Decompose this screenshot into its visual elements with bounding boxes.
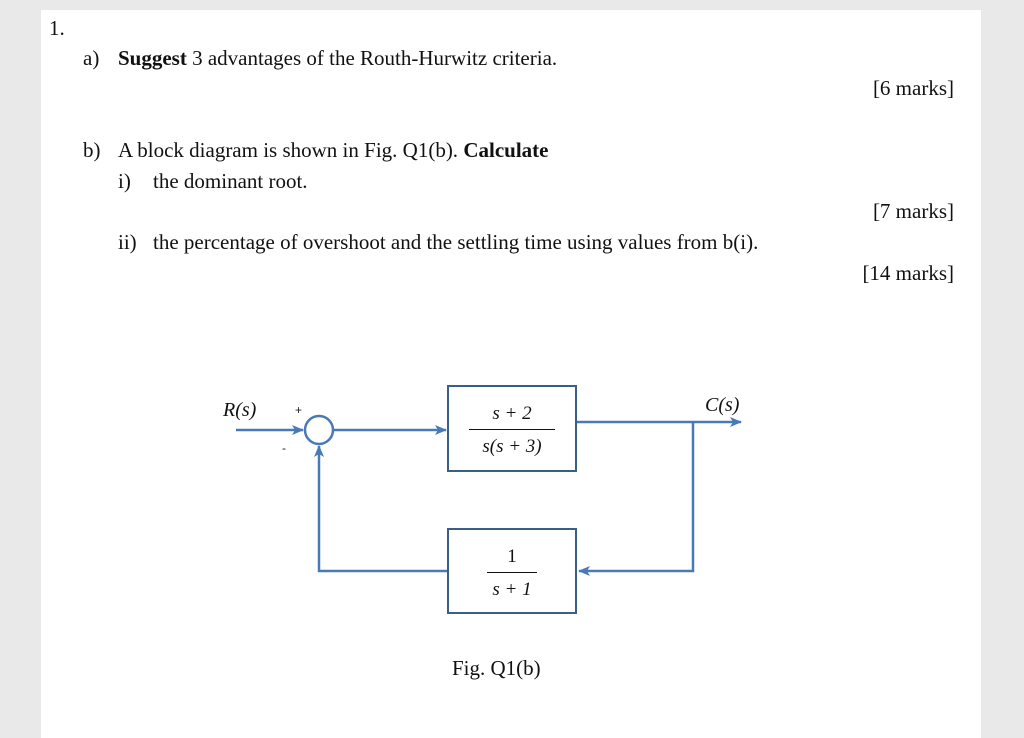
sub-i-text: the dominant root. xyxy=(153,169,308,193)
forward-fraction-bar xyxy=(469,429,555,430)
forward-numerator: s + 2 xyxy=(492,403,532,424)
part-a-verb: Suggest xyxy=(118,46,187,70)
document-page xyxy=(41,10,981,738)
question-number: 1. xyxy=(49,16,65,40)
part-b-verb: Calculate xyxy=(463,138,549,162)
feedback-return-line xyxy=(319,446,448,571)
plus-sign: + xyxy=(295,403,303,417)
input-label: R(s) xyxy=(223,399,257,421)
part-a-text: 3 advantages of the Routh-Hurwitz criteria. xyxy=(186,46,558,70)
minus-sign: - xyxy=(282,441,286,455)
summing-junction xyxy=(305,416,333,444)
part-a-label: a) xyxy=(83,46,100,70)
part-b-text: A block diagram is shown in Fig. Q1(b). xyxy=(118,138,464,162)
block-diagram xyxy=(41,10,981,738)
sub-ii-text: the percentage of overshoot and the settling time using values from b(i). xyxy=(153,230,759,254)
forward-transfer-block xyxy=(447,385,577,472)
feedback-denominator: s + 1 xyxy=(492,579,532,600)
feedback-transfer-block xyxy=(447,528,577,614)
sub-ii-label: ii) xyxy=(118,230,137,254)
part-a-marks: [6 marks] xyxy=(872,76,954,100)
feedback-numerator: 1 xyxy=(507,546,517,567)
feedback-fraction-bar xyxy=(487,572,537,573)
sub-i-marks: [7 marks] xyxy=(872,199,954,223)
figure-caption: Fig. Q1(b) xyxy=(452,656,541,680)
part-b-label: b) xyxy=(83,138,101,162)
sub-ii-marks: [14 marks] xyxy=(862,261,954,285)
sub-i-label: i) xyxy=(118,169,131,193)
forward-denominator: s(s + 3) xyxy=(482,436,542,457)
feedback-path-line xyxy=(579,422,693,571)
output-label: C(s) xyxy=(705,394,740,416)
